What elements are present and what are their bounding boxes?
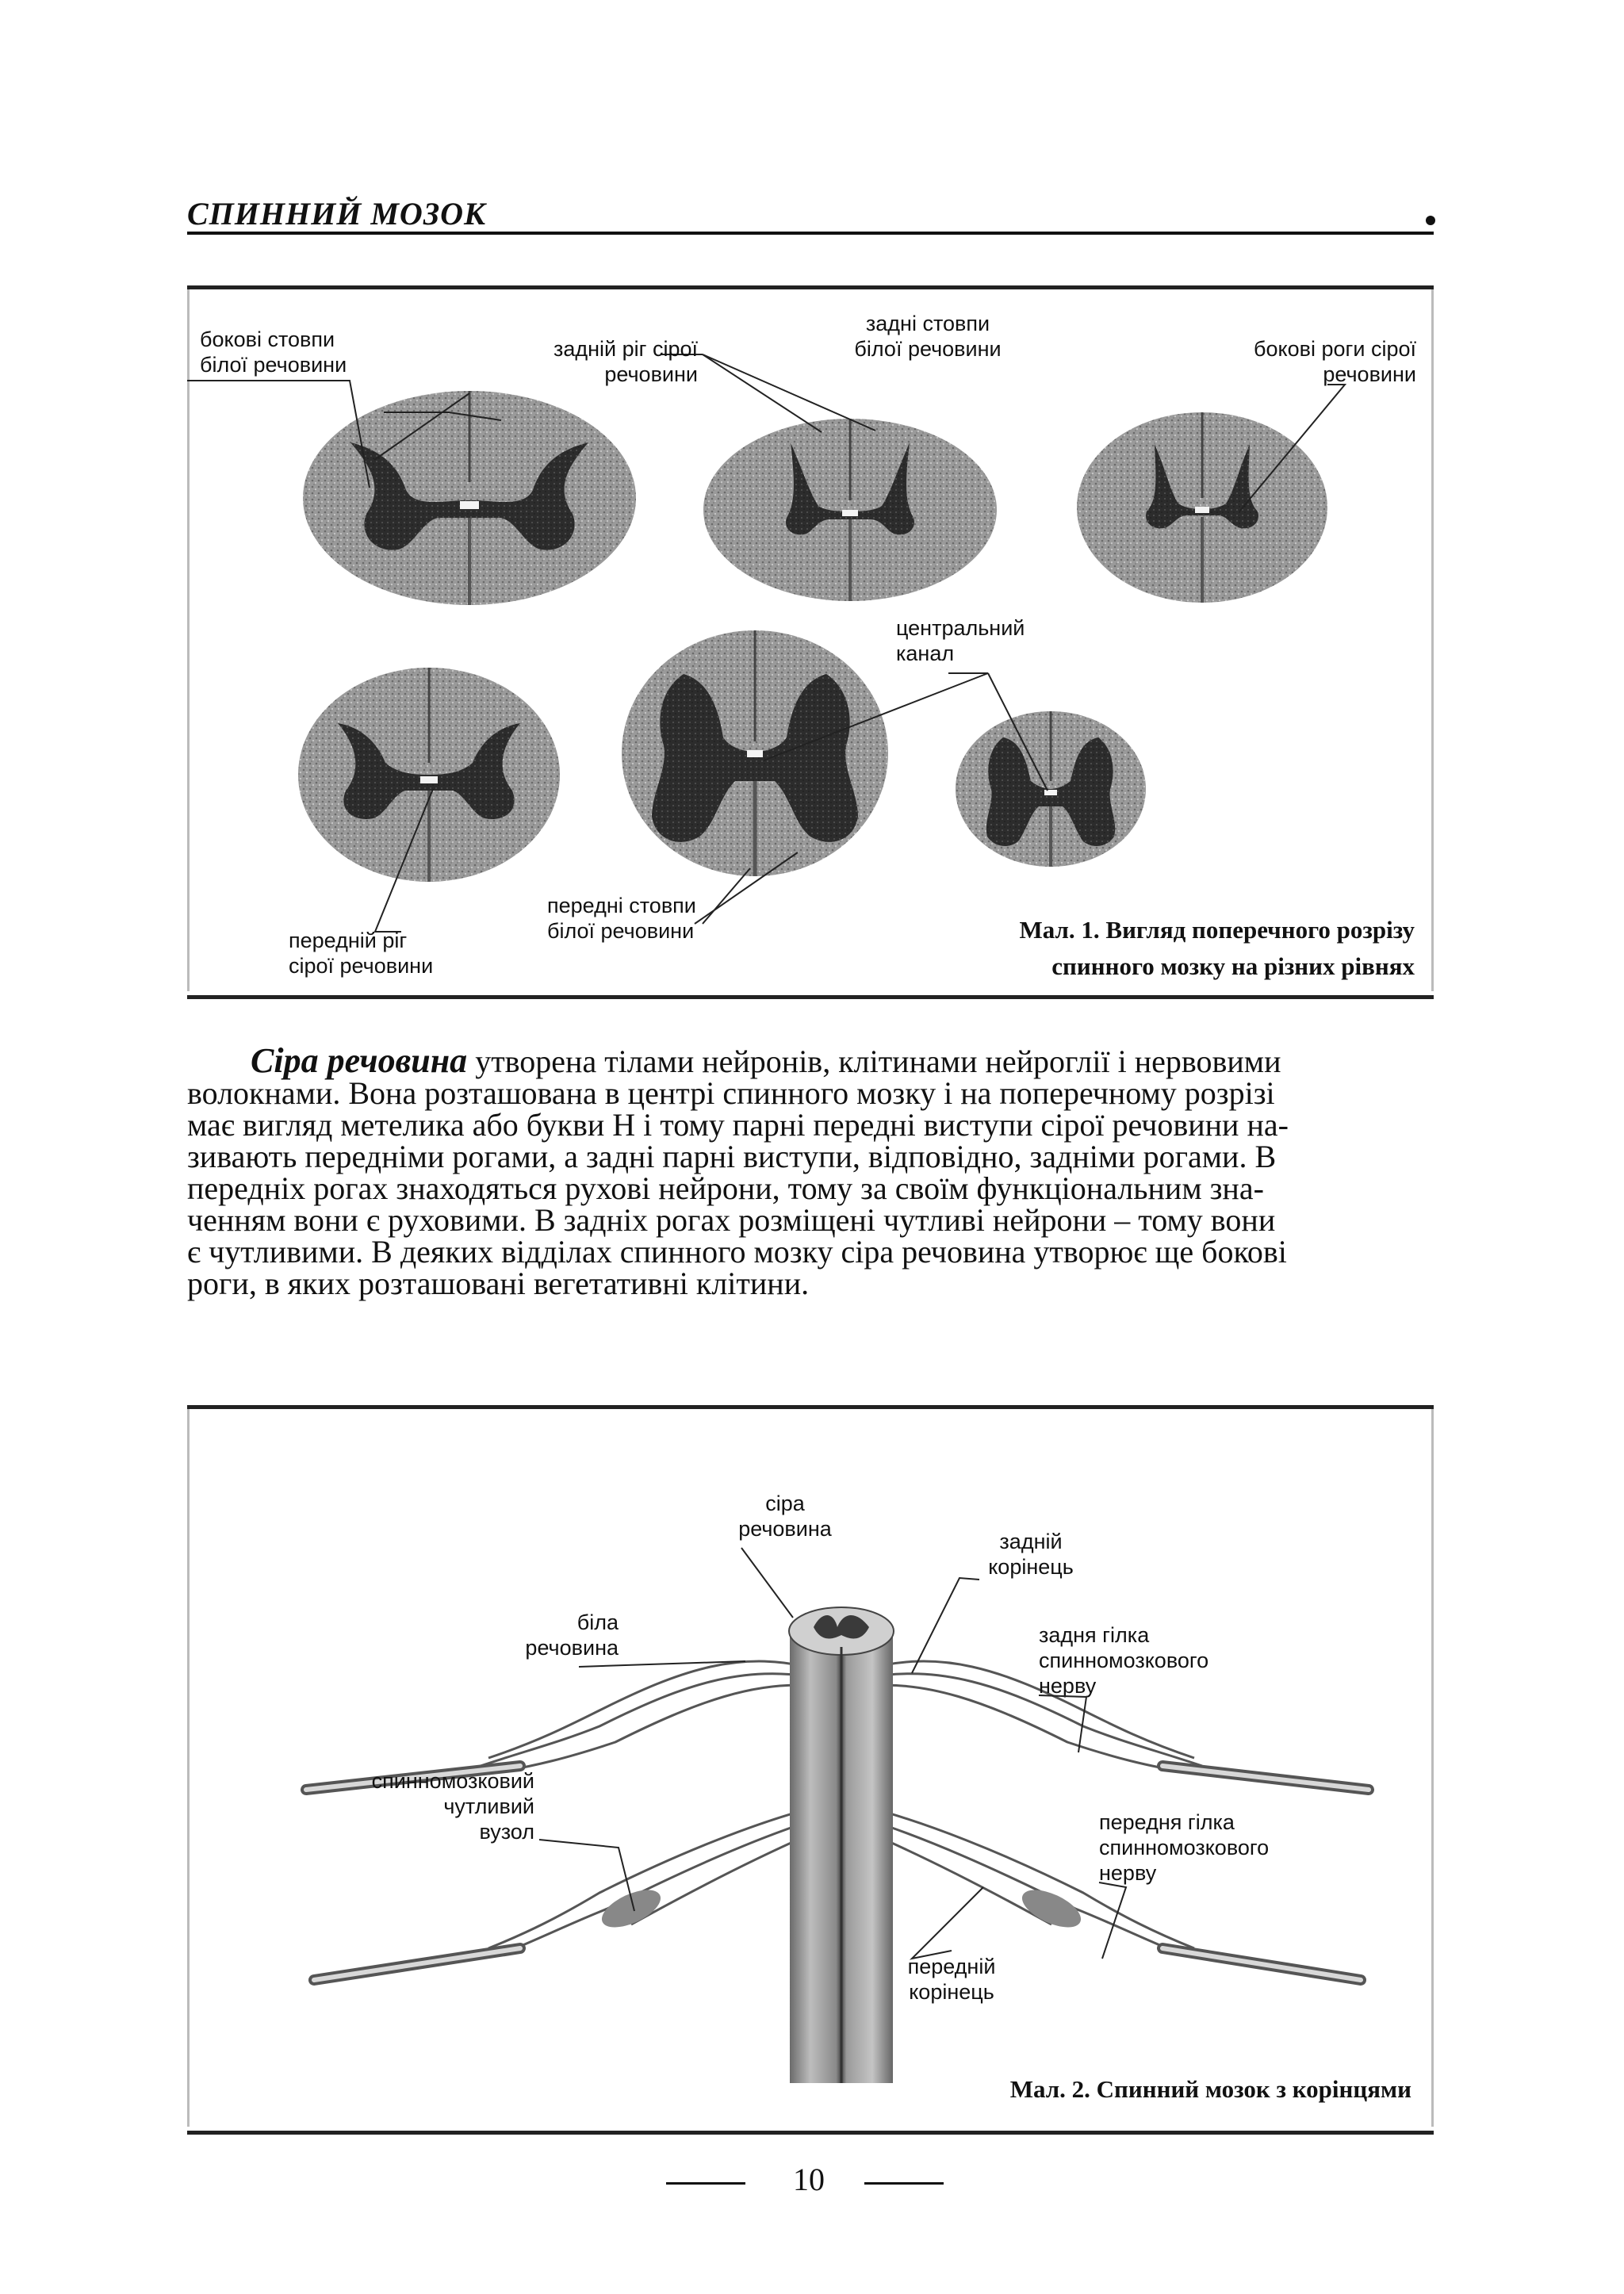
paragraph-line-7: є чутливими. В деяких відділах спинного мозку сіра речовина утворює ще бокові [187, 1234, 1287, 1270]
label-posterior-columns: задні стовпи білої речовини [854, 312, 1002, 361]
label-anterior-horn: передній ріг сірої речовини [289, 929, 434, 978]
label-anterior-root: передній корінець [907, 1955, 996, 2004]
label-gray-matter: сіра речовина [738, 1492, 832, 1541]
label-central-canal: центральний канал [896, 616, 1025, 665]
paragraph-line-8: роги, в яких розташовані вегетативні клітини. [187, 1266, 810, 1301]
running-header: СПИННИЙ МОЗОК [187, 196, 487, 232]
label-anterior-columns: передні стовпи білої речовини [547, 894, 696, 943]
label-ganglion: спинномозковий чутливий вузол [371, 1769, 534, 1844]
label-white-matter: біла речовина [525, 1610, 619, 1660]
figure-2-caption: Мал. 2. Спинний мозок з корінцями [1009, 2075, 1411, 2103]
paragraph-line-4: зивають передніми рогами, а задні парні виступи, відповідно, задніми рогами. В [187, 1139, 1277, 1174]
paragraph-line-6: ченням вони є руховими. В задніх рогах розміщені чутливі нейрони – тому вони [187, 1202, 1276, 1238]
label-posterior-root: задній корінець [988, 1530, 1074, 1579]
label-lateral-columns: бокові стовпи білої речовини [200, 327, 347, 377]
page-number-rule-left [666, 2182, 745, 2185]
label-posterior-branch: задня гілка спинномозкового нерву [1039, 1623, 1209, 1698]
paragraph-line-1: Сіра речовина утворена тілами нейронів, клітинами нейроглії і нервовими [251, 1041, 1281, 1080]
page-number: 10 [793, 2162, 825, 2197]
label-posterior-horn: задній ріг сірої речовини [553, 337, 698, 386]
figure-1-caption: Мал. 1. Вигляд поперечного розрізу спинного мозку на різних рівнях [1019, 916, 1415, 980]
paragraph-line-2: волокнами. Вона розташована в центрі спинного мозку і на поперечному розрізі [187, 1075, 1275, 1111]
paragraph-line-3: має вигляд метелика або букви Н і тому парні передні виступи сірої речовини на- [187, 1107, 1289, 1143]
label-anterior-branch: передня гілка спинномозкового нерву [1099, 1810, 1270, 1885]
label-lateral-horns: бокові роги сірої речовини [1254, 337, 1416, 386]
paragraph-line-5: передніх рогах знаходяться рухові нейрони, тому за своїм функціональним зна- [187, 1170, 1264, 1206]
page-number-rule-right [864, 2182, 944, 2185]
term-gray-matter: Сіра речовина [251, 1041, 468, 1080]
